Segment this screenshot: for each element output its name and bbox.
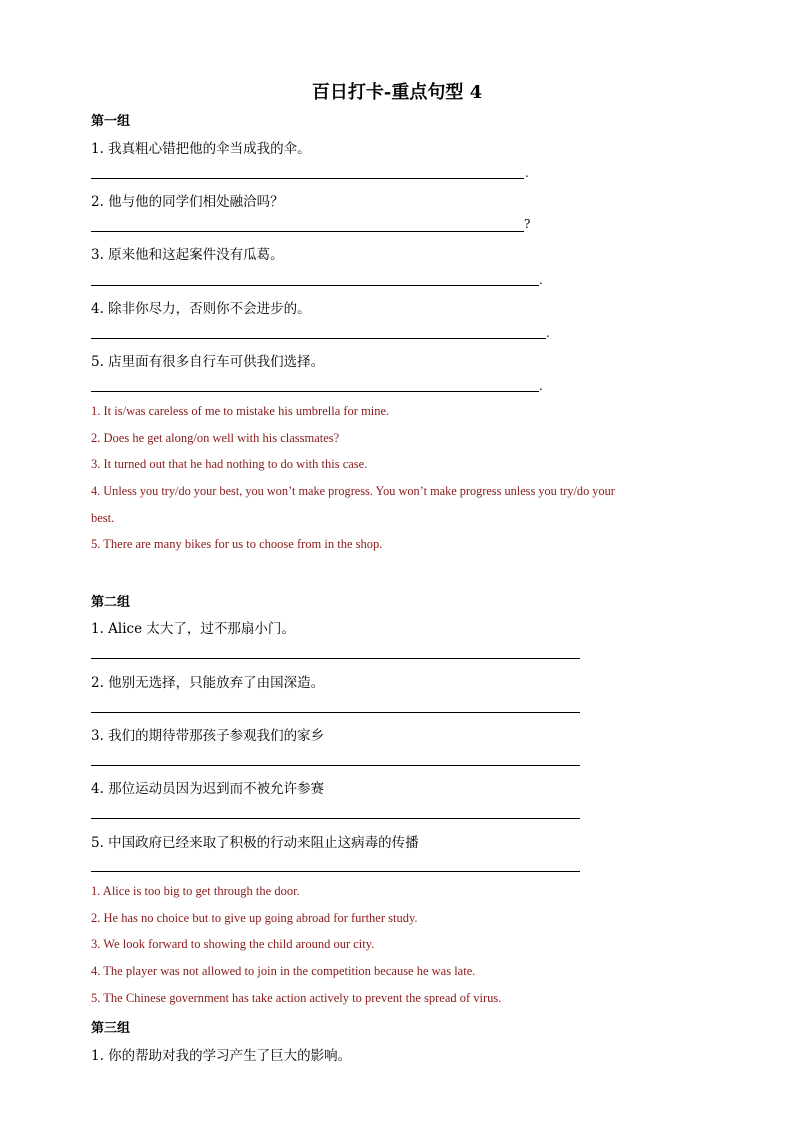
group-2-question-1: 1. Alice 太大了，过不那扇小门。 (91, 621, 295, 637)
answer-line[interactable] (91, 391, 539, 392)
group-2-answer-2: 2. He has no choice but to give up going abroad for further study. (91, 911, 418, 925)
group-2-question-4: 4. 那位运动员因为迟到而不被允许参赛 (91, 781, 325, 797)
group-1-question-4: 4. 除非你尽力，否则你不会进步的。 (91, 301, 311, 317)
line-end-mark: . (539, 379, 543, 393)
group-2-question-3: 3. 我们的期待带那孩子参观我们的家乡 (91, 728, 325, 744)
group-1-answer-1: 1. It is/was careless of me to mistake his umbrella for mine. (91, 404, 390, 418)
answer-line[interactable] (91, 818, 580, 819)
group-1-answer-2: 2. Does he get along/on well with his classmates? (91, 431, 340, 445)
group-1-question-3: 3. 原来他和这起案件没有瓜葛。 (91, 247, 284, 263)
group-1-question-1: 1. 我真粗心错把他的伞当成我的伞。 (91, 141, 311, 157)
answer-line[interactable] (91, 285, 539, 286)
group-2-answer-5: 5. The Chinese government has take action actively to prevent the spread of virus. (91, 991, 502, 1005)
group-2-heading: 第二组 (91, 595, 131, 610)
answer-line[interactable] (91, 871, 580, 872)
group-2-answer-1: 1. Alice is too big to get through the door. (91, 884, 300, 898)
group-1-question-2: 2. 他与他的同学们相处融洽吗？ (91, 194, 284, 210)
group-2-question-2: 2. 他别无选择，只能放弃了由国深造。 (91, 675, 325, 691)
group-3-question-1: 1. 你的帮助对我的学习产生了巨大的影响。 (91, 1048, 352, 1064)
group-2-question-5: 5. 中国政府已经来取了积极的行动来阻止这病毒的传播 (91, 835, 419, 851)
answer-line[interactable] (91, 231, 524, 232)
answer-line[interactable] (91, 658, 580, 659)
answer-line[interactable] (91, 178, 524, 179)
line-end-mark: . (525, 166, 529, 180)
group-1-heading: 第一组 (91, 114, 131, 129)
line-end-mark: . (546, 326, 550, 340)
line-end-mark: . (539, 273, 543, 287)
group-1-question-5: 5. 店里面有很多自行车可供我们选择。 (91, 354, 325, 370)
answer-line[interactable] (91, 765, 580, 766)
answer-line[interactable] (91, 338, 546, 339)
group-3-heading: 第三组 (91, 1021, 131, 1036)
group-1-answer-4-continued: best. (91, 511, 115, 525)
answer-line[interactable] (91, 712, 580, 713)
group-2-answer-3: 3. We look forward to showing the child around our city. (91, 937, 375, 951)
page-title: 百日打卡-重点句型 4 (311, 82, 483, 103)
line-end-mark: ? (524, 217, 531, 231)
group-1-answer-4: 4. Unless you try/do your best, you won’t make progress. You won’t make progress unless you try/do your (91, 484, 615, 498)
group-1-answer-3: 3. It turned out that he had nothing to do with this case. (91, 457, 368, 471)
group-1-answer-5: 5. There are many bikes for us to choose from in the shop. (91, 537, 383, 551)
group-2-answer-4: 4. The player was not allowed to join in the competition because he was late. (91, 964, 476, 978)
